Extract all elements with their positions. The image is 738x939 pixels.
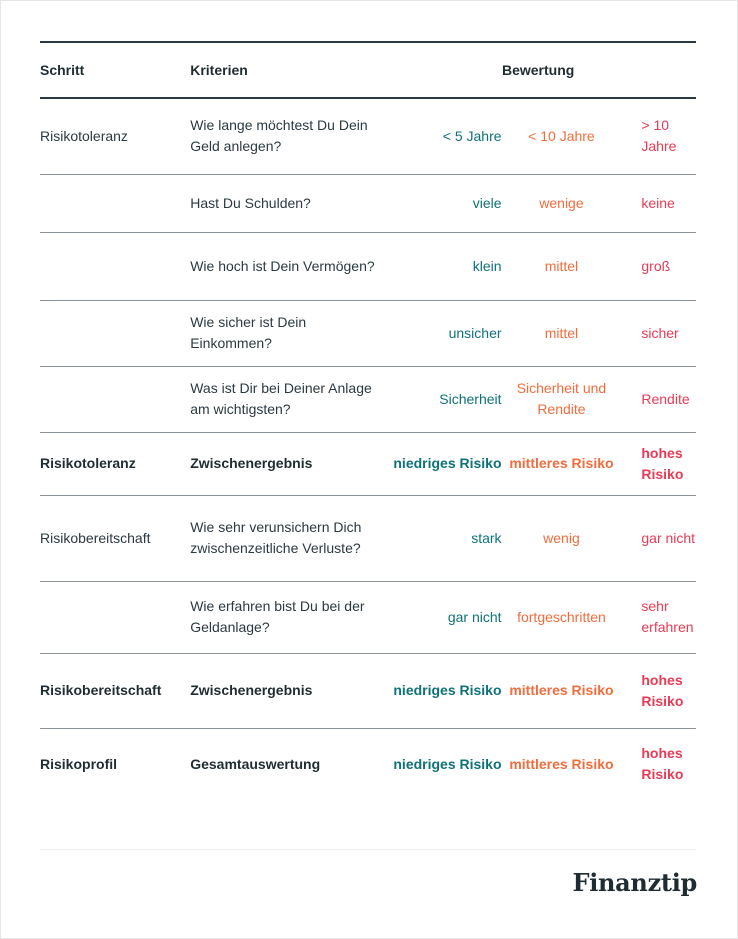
rating-high: gar nicht [641, 529, 696, 546]
rating-high: sehr erfahren [641, 598, 694, 635]
rating-low: niedriges Risiko [393, 682, 502, 698]
row-criteria: Wie hoch ist Dein Vermögen? [190, 257, 375, 274]
footer-divider [40, 849, 696, 850]
rating-low: gar nicht [447, 608, 502, 625]
rating-low: niedriges Risiko [393, 455, 502, 471]
table-row [40, 366, 696, 432]
rating-low: stark [471, 529, 502, 546]
table-row [40, 232, 696, 300]
table-row-summary [40, 653, 696, 728]
row-criteria: Was ist Dir bei Deiner Anlage am wichtigsten? [190, 380, 372, 417]
rating-low: klein [472, 257, 502, 274]
header-step: Schritt [40, 62, 85, 78]
rating-low: Sicherheit [439, 390, 502, 407]
rating-low: viele [472, 194, 502, 211]
table-row [40, 495, 696, 581]
rating-high: sicher [641, 324, 679, 341]
rating-mid: < 10 Jahre [528, 127, 595, 144]
row-criteria: Zwischenergebnis [190, 682, 313, 698]
table-row [40, 174, 696, 232]
rating-mid: mittleres Risiko [509, 755, 614, 772]
rating-mid: mittleres Risiko [509, 682, 614, 698]
rating-low: niedriges Risiko [393, 755, 502, 772]
header-rating: Bewertung [501, 62, 575, 78]
row-criteria: Wie lange möchtest Du Dein Geld anlegen? [190, 117, 368, 155]
row-criteria: Wie erfahren bist Du bei der Geldanlage? [190, 598, 365, 635]
rating-mid: wenige [539, 194, 584, 211]
table-row-summary [40, 432, 696, 495]
row-criteria: Zwischenergebnis [190, 455, 313, 471]
row-step: Risikobereitschaft [40, 529, 151, 546]
rating-mid: wenig [543, 529, 580, 546]
rating-mid: Sicherheit und Rendite [516, 380, 607, 417]
rating-mid: fortgeschritten [517, 608, 606, 625]
row-step [40, 300, 190, 366]
row-step: Risikoprofil [40, 755, 118, 772]
table-row [40, 581, 696, 653]
rating-mid: mittel [544, 257, 579, 274]
rating-mid: mittel [544, 324, 579, 341]
rating-high: groß [641, 257, 671, 274]
header-criteria: Kriterien [190, 62, 248, 78]
row-criteria: Wie sicher ist Dein Einkommen? [190, 314, 307, 351]
row-step: Risikobereitschaft [40, 682, 162, 698]
rating-high: hohes Risiko [641, 444, 684, 482]
table-row-total [40, 728, 696, 800]
row-step [40, 174, 190, 232]
rating-high: hohes Risiko [641, 671, 684, 709]
row-step: Risikotoleranz [40, 455, 136, 471]
row-criteria: Gesamtauswertung [190, 755, 321, 772]
risk-profile-table [40, 41, 696, 800]
rating-high: keine [641, 194, 675, 211]
rating-high: Rendite [641, 390, 690, 407]
table-header-row [40, 42, 696, 98]
row-criteria: Hast Du Schulden? [190, 194, 311, 211]
row-step [40, 581, 190, 653]
row-step [40, 232, 190, 300]
finanztip-logo: Finanztip [572, 868, 697, 897]
row-step [40, 366, 190, 432]
rating-high: hohes Risiko [641, 745, 684, 783]
rating-low: unsicher [448, 324, 502, 341]
table-row [40, 300, 696, 366]
rating-mid: mittleres Risiko [509, 455, 614, 471]
row-step: Risikotoleranz [40, 127, 128, 144]
rating-low: < 5 Jahre [442, 127, 502, 144]
table-row [40, 98, 696, 174]
row-criteria: Wie sehr verunsichern Dich zwischenzeitliche Verluste? [190, 519, 362, 556]
rating-high: > 10 Jahre [641, 117, 677, 155]
